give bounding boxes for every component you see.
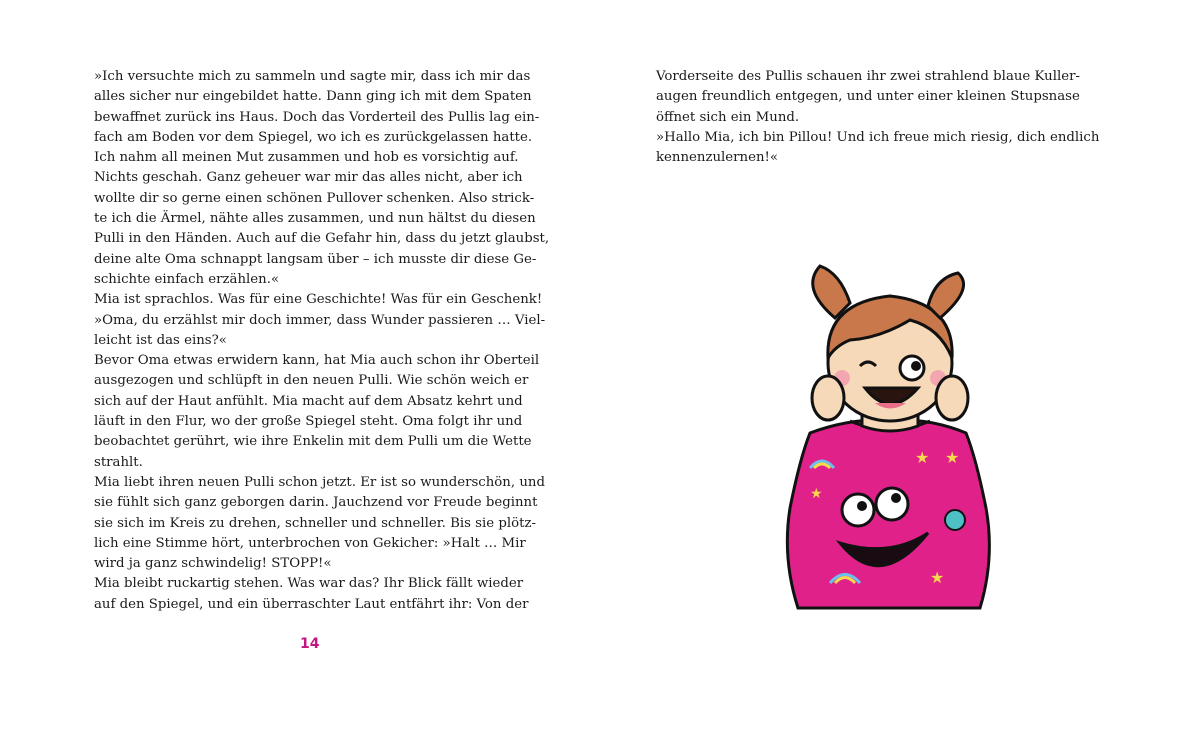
text-line: »Hallo Mia, ich bin Pillou! Und ich freue mich riesig, dich endlich: [656, 129, 1100, 145]
svg-text:★: ★: [915, 450, 930, 467]
text-line: beobachtet gerührt, wie ihre Enkelin mit dem Pulli um die Wette: [94, 434, 532, 450]
text-line: auf den Spiegel, und ein überraschter Laut entfährt ihr: Von der: [94, 596, 529, 612]
text-line: sie fühlt sich ganz geborgen darin. Jauchzend vor Freude beginnt: [94, 495, 538, 511]
text-line: sie sich im Kreis zu drehen, schneller und schneller. Bis sie plötz-: [94, 515, 536, 531]
text-line: wird ja ganz schwindelig! STOPP!«: [94, 556, 332, 572]
text-line: sich auf der Haut anfühlt. Mia macht auf dem Absatz kehrt und: [94, 393, 523, 409]
text-line: Nichts geschah. Ganz geheuer war mir das alles nicht, aber ich: [94, 170, 523, 186]
text-line: öffnet sich ein Mund.: [656, 109, 800, 125]
text-line: strahlt.: [94, 454, 143, 470]
text-line: »Ich versuchte mich zu sammeln und sagte mir, dass ich mir das: [94, 69, 531, 84]
girl-with-pillou-sweater-illustration: [780, 258, 1000, 623]
text-line: lich eine Stimme hört, unterbrochen von Gekicher: »Halt … Mir: [94, 535, 526, 551]
pillou-left-eye: [842, 494, 874, 526]
text-line: Vorderseite des Pullis schauen ihr zwei strahlend blaue Kuller-: [656, 69, 1080, 84]
text-line: schichte einfach erzählen.«: [94, 271, 280, 287]
text-line: alles sicher nur eingebildet hatte. Dann ging ich mit dem Spaten: [94, 89, 532, 105]
text-line: te ich die Ärmel, nähte alles zusammen, und nun hältst du diesen: [94, 211, 536, 227]
text-line: wollte dir so gerne einen schönen Pullover schenken. Also strick-: [94, 190, 535, 206]
svg-text:★: ★: [810, 487, 823, 502]
text-line: bewaffnet zurück ins Haus. Doch das Vorderteil des Pullis lag ein-: [94, 109, 540, 125]
right-page: [590, 0, 1181, 729]
text-line: läuft in den Flur, wo der große Spiegel steht. Oma folgt ihr und: [94, 414, 523, 430]
text-line: ausgezogen und schlüpft in den neuen Pulli. Wie schön weich er: [94, 373, 529, 389]
page-number: 14: [300, 636, 320, 652]
right-page-text: [656, 67, 1100, 168]
left-page: [0, 0, 590, 729]
left-page-text: [94, 67, 550, 615]
text-line: augen freundlich entgegen, und unter einer kleinen Stupsnase: [656, 89, 1080, 105]
text-line: Mia liebt ihren neuen Pulli schon jetzt. Er ist so wunderschön, und: [94, 474, 545, 490]
text-line: Bevor Oma etwas erwidern kann, hat Mia auch schon ihr Oberteil: [94, 353, 540, 369]
text-line: »Oma, du erzählst mir doch immer, dass Wunder passieren … Viel-: [94, 312, 546, 328]
text-line: Mia bleibt ruckartig stehen. Was war das? Ihr Blick fällt wieder: [94, 576, 524, 592]
text-line: kennenzulernen!«: [656, 150, 779, 166]
svg-text:★: ★: [945, 450, 960, 467]
text-line: Mia ist sprachlos. Was für eine Geschichte! Was für ein Geschenk!: [94, 292, 543, 308]
text-line: leicht ist das eins?«: [94, 332, 227, 348]
pillou-right-eye: [876, 488, 908, 520]
text-line: Ich nahm all meinen Mut zusammen und hob es vorsichtig auf.: [94, 150, 519, 166]
text-line: Pulli in den Händen. Auch auf die Gefahr hin, dass du jetzt glaubst,: [94, 231, 550, 247]
text-line: fach am Boden vor dem Spiegel, wo ich es zurückgelassen hatte.: [94, 129, 533, 145]
svg-text:★: ★: [930, 570, 945, 587]
text-line: deine alte Oma schnappt langsam über – ich musste dir diese Ge-: [94, 251, 537, 267]
